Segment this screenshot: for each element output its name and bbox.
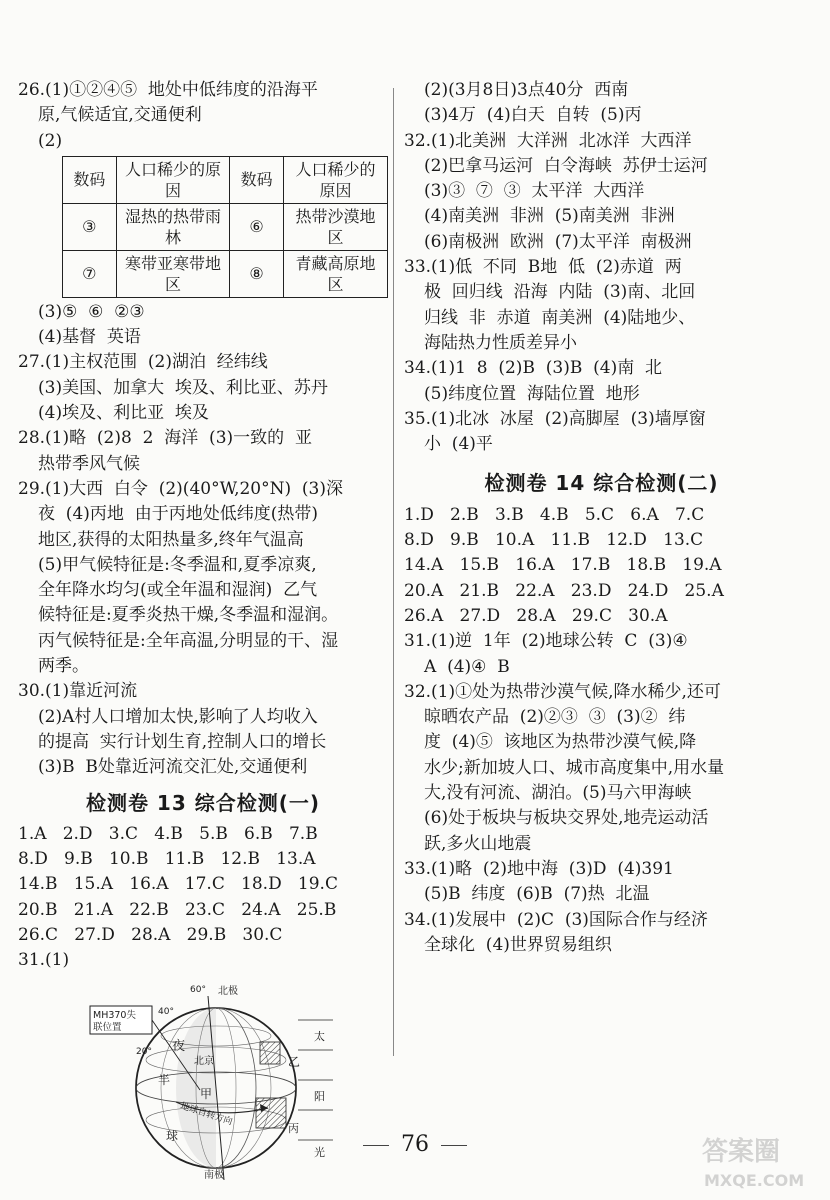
- table-header-cell: 人口稀少的原因: [283, 156, 387, 203]
- right-column: [404, 78, 799, 958]
- lat-40-label: 40°: [158, 1006, 174, 1017]
- answer-line: (4)南美洲 非洲 (5)南美洲 非洲: [424, 206, 675, 227]
- answer-line: (3)⑤ ⑥ ②③: [38, 301, 145, 322]
- table-header-cell: 数码: [230, 156, 284, 203]
- answer-line: (3)4万 (4)白天 自转 (5)丙: [424, 105, 642, 126]
- answer-line: 33.(1)低 不同 B地 低 (2)赤道 两: [404, 257, 682, 278]
- answer-line: 27.(1)主权范围 (2)湖泊 经纬线: [18, 352, 268, 373]
- answer-line: 原,气候适宜,交通便利: [38, 105, 202, 126]
- answers-26-intro: [18, 78, 388, 154]
- answer-line: 海陆热力性质差异小: [424, 332, 577, 353]
- population-table: [62, 156, 388, 298]
- answer-line: 20.A 21.B 22.A 23.D 24.D 25.A: [404, 580, 724, 601]
- answer-line: 8.D 9.B 10.B 11.B 12.B 13.A: [18, 849, 316, 870]
- answer-line: (2)(3月8日)3点40分 西南: [424, 80, 629, 100]
- south-pole-label: 南极: [204, 1169, 224, 1180]
- answer-line: (3)③ ⑦ ③ 太平洋 大西洋: [424, 181, 645, 202]
- answer-line: 8.D 9.B 10.A 11.B 12.D 13.C: [404, 530, 704, 551]
- answer-line: 14.A 15.B 16.A 17.B 18.B 19.A: [404, 555, 722, 576]
- answer-line: 20.B 21.A 22.B 23.C 24.A 25.B: [18, 899, 337, 920]
- svg-text:MXQE.COM: MXQE.COM: [704, 1171, 805, 1190]
- answer-line: (3)B B处靠近河流交汇处,交通便利: [38, 757, 308, 778]
- sun-label-guang: 光: [314, 1145, 325, 1159]
- answer-line: 26.(1)①②④⑤ 地处中低纬度的沿海平: [18, 80, 318, 100]
- table-cell: 青藏高原地区: [283, 250, 387, 297]
- answer-line: 全年降水均匀(或全年温和湿润) 乙气: [38, 580, 318, 601]
- answers-31-35: [404, 78, 799, 457]
- ban-label: 半: [158, 1072, 171, 1087]
- night-label: 夜: [172, 1038, 186, 1054]
- answer-line: 29.(1)大西 白令 (2)(40°W,20°N) (3)深: [18, 478, 344, 499]
- answer-line: (2)A村人口增加太快,影响了人均收入: [38, 706, 318, 727]
- table-row: [63, 250, 388, 297]
- answer-line: 丙气候特征是:全年高温,分明显的干、湿: [38, 630, 339, 651]
- answer-line: 1.A 2.D 3.C 4.B 5.B 6.B 7.B: [18, 823, 318, 844]
- watermark-logo: [694, 1126, 824, 1196]
- table-cell: 热带沙漠地区: [283, 203, 387, 250]
- answer-line: (6)南极洲 欧洲 (7)太平洋 南极洲: [424, 231, 692, 252]
- left-column: [18, 78, 388, 1180]
- mh370-label: 联位置: [93, 1021, 122, 1033]
- answer-line: 34.(1)1 8 (2)B (3)B (4)南 北: [404, 358, 663, 379]
- yi-label: 乙: [288, 1054, 301, 1069]
- section-title-14: 检测卷 14 综合检测(二): [484, 471, 719, 496]
- answer-line: 小 (4)平: [424, 434, 493, 455]
- table-cell: 寒带亚寒带地区: [116, 250, 230, 297]
- region-bing: [256, 1098, 286, 1128]
- answers-section-13: [18, 822, 388, 974]
- answer-line: 热带季风气候: [38, 453, 140, 474]
- qiu-label: 球: [166, 1128, 179, 1143]
- bing-label: 丙: [288, 1121, 299, 1135]
- svg-text:答案圈: 答案圈: [702, 1137, 781, 1167]
- answers-26-30: [18, 300, 388, 781]
- answer-line: 晾晒农产品 (2)②③ ③ (3)② 纬: [424, 707, 686, 728]
- answer-line: 归线 非 赤道 南美洲 (4)陆地少、: [424, 307, 696, 328]
- answer-line: (4)基督 英语: [38, 327, 141, 348]
- answer-line: (5)B 纬度 (6)B (7)热 北温: [424, 884, 650, 905]
- table-cell: ⑦: [63, 250, 117, 297]
- answer-line: 28.(1)略 (2)8 2 海洋 (3)一致的 亚: [18, 428, 312, 449]
- table-header-cell: 人口稀少的原因: [116, 156, 230, 203]
- answer-line: 的提高 实行计划生育,控制人口的增长: [38, 731, 327, 752]
- answer-line: (3)美国、加拿大 埃及、利比亚、苏丹: [38, 377, 328, 398]
- lat-60-label: 60°: [190, 984, 206, 995]
- north-pole-label: 北极: [218, 985, 238, 997]
- table-header-cell: 数码: [63, 156, 117, 203]
- answer-line: 30.(1)靠近河流: [18, 681, 138, 702]
- answer-line: 26.A 27.D 28.A 29.C 30.A: [404, 605, 668, 626]
- answer-line: 度 (4)⑤ 该地区为热带沙漠气候,降: [424, 732, 697, 753]
- answer-line: 33.(1)略 (2)地中海 (3)D (4)391: [404, 858, 674, 879]
- sun-label-yang: 阳: [314, 1089, 325, 1103]
- answer-line: 32.(1)①处为热带沙漠气候,降水稀少,还可: [404, 681, 721, 702]
- mh370-label: MH370失: [93, 1009, 136, 1021]
- table-header-row: [63, 156, 388, 203]
- answer-line: 26.C 27.D 28.A 29.B 30.C: [18, 925, 283, 946]
- answer-line: 夜 (4)丙地 由于丙地处低纬度(热带): [38, 504, 318, 525]
- answer-line: 候特征是:夏季炎热干燥,冬季温和湿润。: [38, 605, 339, 626]
- table-cell: ③: [63, 203, 117, 250]
- answer-line: (2)巴拿马运河 白令海峡 苏伊士运河: [424, 155, 708, 176]
- answer-line: 31.(1): [18, 950, 70, 971]
- answer-line: 31.(1)逆 1年 (2)地球公转 C (3)④: [404, 631, 688, 652]
- region-yi: [260, 1042, 280, 1064]
- answer-line: 35.(1)北冰 冰屋 (2)高脚屋 (3)墙厚窗: [404, 408, 706, 429]
- answer-line: 水少;新加坡人口、城市高度集中,用水量: [424, 757, 725, 778]
- table-cell: ⑧: [230, 250, 284, 297]
- answer-line: 1.D 2.B 3.B 4.B 5.C 6.A 7.C: [404, 504, 705, 525]
- answer-line: A (4)④ B: [424, 656, 510, 677]
- answer-line: 34.(1)发展中 (2)C (3)国际合作与经济: [404, 909, 708, 930]
- table-cell: ⑥: [230, 203, 284, 250]
- answer-line: 跃,多火山地震: [424, 833, 532, 854]
- answer-line: 极 回归线 沿海 内陆 (3)南、北回: [424, 282, 696, 303]
- beijing-label: 北京: [194, 1055, 214, 1067]
- table-cell: 湿热的热带雨林: [116, 203, 230, 250]
- answer-line: (6)处于板块与板块交界处,地壳运动活: [424, 808, 709, 829]
- page-number-value: 76: [401, 1132, 429, 1157]
- table-row: [63, 203, 388, 250]
- answer-line: 两季。: [38, 656, 89, 677]
- answer-line: (5)纬度位置 海陆位置 地形: [424, 383, 640, 404]
- answer-line: 14.B 15.A 16.A 17.C 18.D 19.C: [18, 874, 338, 895]
- answer-line: 大,没有河流、湖泊。(5)马六甲海峡: [424, 783, 692, 804]
- answer-line: 全球化 (4)世界贸易组织: [424, 934, 612, 955]
- jia-label: 甲: [200, 1086, 213, 1101]
- rotation-label: 地球自转方向: [179, 1100, 234, 1128]
- lat-20-label: 20°: [136, 1046, 152, 1057]
- answer-line: (4)埃及、利比亚 埃及: [38, 403, 209, 424]
- answer-line: 地区,获得的太阳热量多,终年气温高: [38, 529, 304, 550]
- section-title-13: 检测卷 13 综合检测(一): [85, 790, 321, 815]
- column-divider: [393, 88, 394, 1056]
- answers-section-14: [404, 503, 799, 958]
- answer-line: 32.(1)北美洲 大洋洲 北冰洋 大西洋: [404, 130, 692, 151]
- sun-label-tai: 太: [314, 1029, 325, 1043]
- answer-line: (2): [38, 130, 63, 151]
- answer-line: (5)甲气候特征是:冬季温和,夏季凉爽,: [38, 554, 317, 575]
